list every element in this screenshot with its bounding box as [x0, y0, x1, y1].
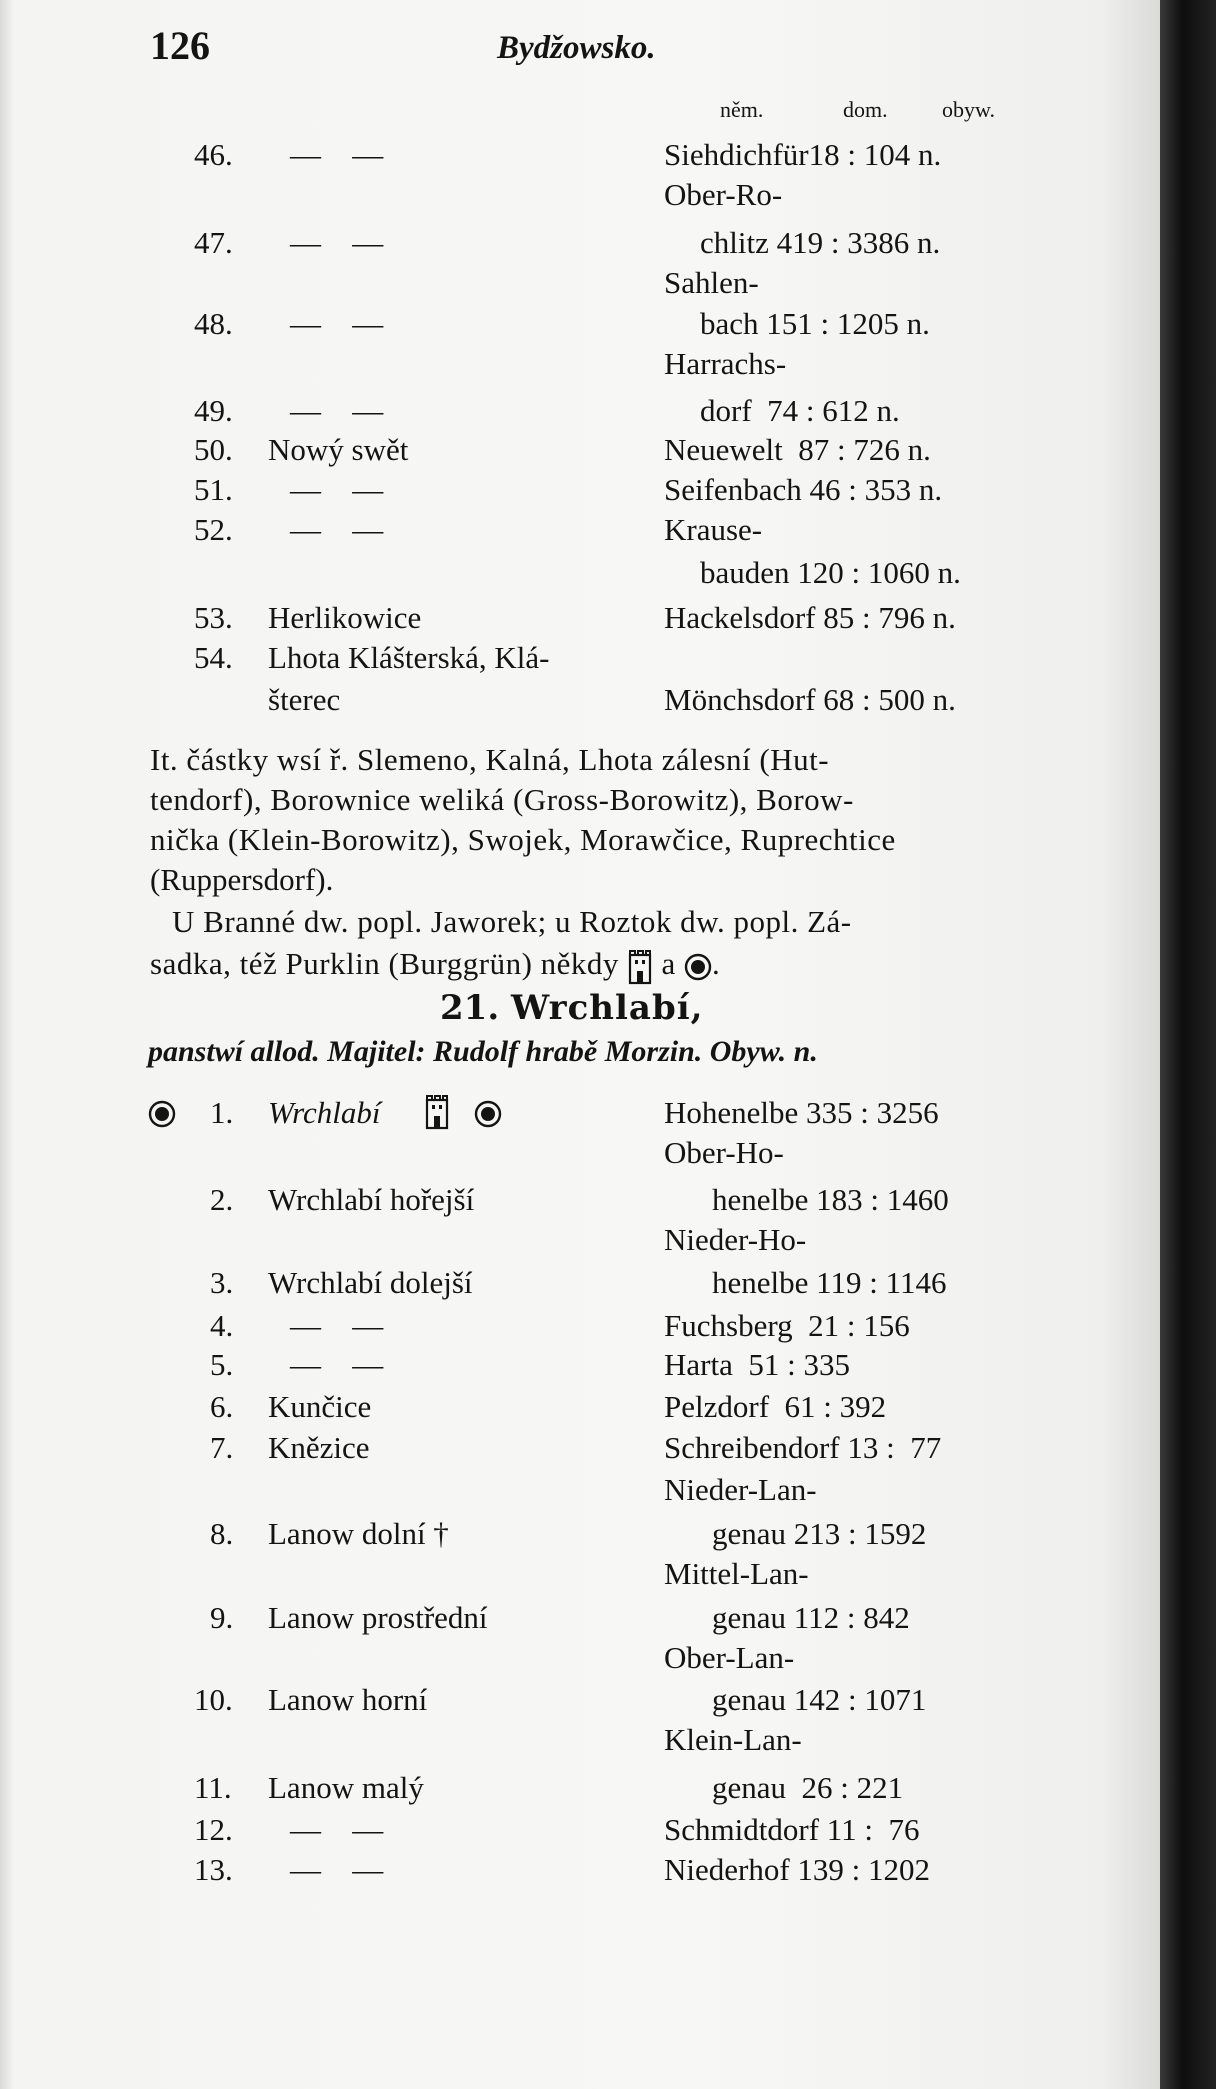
german-entry: genau 213 : 1592 [712, 1516, 927, 1551]
czech-name: Lanow dolní † [268, 1516, 449, 1551]
row-number: 2. [210, 1182, 234, 1217]
german-entry: Ober-Ro- [664, 177, 783, 212]
czech-name: Nowý swět [268, 432, 409, 467]
czech-name: Herlikowice [268, 600, 422, 635]
column-header-inhabitants: obyw. [942, 97, 995, 122]
manor-icon [684, 953, 712, 981]
column-header-german-name: něm. [720, 97, 764, 122]
row-number: 11. [194, 1770, 232, 1805]
czech-name: Lanow malý [268, 1770, 424, 1805]
czech-name: — — [290, 512, 386, 547]
german-entry: Hackelsdorf 85 : 796 n. [664, 600, 956, 635]
german-entry: genau 112 : 842 [712, 1600, 910, 1635]
row-number: 10. [194, 1682, 233, 1717]
czech-name: Wrchlabí hořejší [268, 1182, 475, 1217]
running-title: Bydžowsko. [497, 30, 656, 66]
row-number: 12. [194, 1812, 233, 1847]
row-number: 51. [194, 472, 233, 507]
row-number: 8. [210, 1516, 234, 1551]
czech-name: — — [290, 472, 386, 507]
czech-name: — — [290, 137, 386, 172]
czech-name: — — [290, 225, 386, 260]
czech-name: — — [290, 1812, 386, 1847]
german-entry: Mönchsdorf 68 : 500 n. [664, 682, 956, 717]
czech-name: šterec [268, 682, 341, 717]
row-number: 49. [194, 393, 233, 428]
note-line [150, 946, 720, 985]
german-entry: Krause- [664, 512, 763, 547]
note-line-text: sadka, též Purklin (Burggrün) někdy [150, 946, 619, 981]
row-number: 5. [210, 1347, 234, 1382]
note-line: tendorf), Borownice weliká (Gross-Borowitz), Borow- [150, 782, 854, 817]
german-entry: Siehdichfür18 : 104 n. [664, 137, 942, 172]
czech-name: Lanow prostřední [268, 1600, 488, 1635]
german-entry: Sahlen- [664, 265, 759, 300]
czech-name: — — [290, 1308, 386, 1343]
german-entry: Nieder-Lan- [664, 1472, 817, 1507]
row-number: 6. [210, 1389, 234, 1424]
note-line: (Ruppersdorf). [150, 862, 334, 897]
castle-icon [424, 1094, 450, 1130]
column-header-houses: dom. [843, 97, 888, 122]
german-entry: Pelzdorf 61 : 392 [664, 1389, 887, 1424]
row-number: 48. [194, 306, 233, 341]
row-number: 13. [194, 1852, 233, 1887]
german-entry: Klein-Lan- [664, 1722, 802, 1757]
german-entry: henelbe 183 : 1460 [712, 1182, 949, 1217]
german-entry: Schreibendorf 13 : 77 [664, 1430, 942, 1465]
row-number: 50. [194, 432, 233, 467]
german-entry: Nieder-Ho- [664, 1222, 807, 1257]
row-number: 53. [194, 600, 233, 635]
row-number: 4. [210, 1308, 234, 1343]
row-number: 1. [210, 1095, 234, 1130]
section2-title: Wrchlabí, [511, 988, 704, 1028]
castle-icon [627, 949, 653, 985]
note-line-text: a [661, 946, 676, 981]
row-number: 52. [194, 512, 233, 547]
row-number: 46. [194, 137, 233, 172]
german-entry: genau 26 : 221 [712, 1770, 904, 1805]
czech-name: Wrchlabí [268, 1095, 381, 1130]
german-entry: genau 142 : 1071 [712, 1682, 927, 1717]
german-entry: Hohenelbe 335 : 3256 [664, 1095, 939, 1130]
german-entry: Ober-Ho- [664, 1135, 784, 1170]
czech-name: Wrchlabí dolejší [268, 1265, 473, 1300]
german-entry: dorf 74 : 612 n. [700, 393, 900, 428]
german-entry: bach 151 : 1205 n. [700, 306, 930, 341]
czech-name: Knězice [268, 1430, 370, 1465]
note-line-text: . [711, 946, 721, 981]
czech-name: Lanow horní [268, 1682, 428, 1717]
note-line: It. částky wsí ř. Slemeno, Kalná, Lhota zálesní (Hut- [150, 742, 830, 777]
czech-name: — — [290, 1852, 386, 1887]
section2-number: 21. [440, 988, 500, 1028]
note-line: nička (Klein-Borowitz), Swojek, Morawčice, Ruprechtice [150, 822, 896, 857]
czech-name: — — [290, 306, 386, 341]
german-entry: Niederhof 139 : 1202 [664, 1852, 931, 1887]
row-number: 3. [210, 1265, 234, 1300]
german-entry: bauden 120 : 1060 n. [700, 555, 961, 590]
german-entry: Neuewelt 87 : 726 n. [664, 432, 931, 467]
czech-name: — — [290, 1347, 386, 1382]
row-number: 9. [210, 1600, 234, 1635]
book-spine [1160, 0, 1216, 2089]
german-entry: Schmidtdorf 11 : 76 [664, 1812, 920, 1847]
german-entry: Ober-Lan- [664, 1640, 795, 1675]
note-line: U Branné dw. popl. Jaworek; u Roztok dw. popl. Zá- [172, 904, 852, 939]
czech-name: Kunčice [268, 1389, 372, 1424]
german-entry: Harrachs- [664, 346, 787, 381]
manor-icon [148, 1100, 176, 1128]
row-number: 47. [194, 225, 233, 260]
german-entry: henelbe 119 : 1146 [712, 1265, 947, 1300]
german-entry: Seifenbach 46 : 353 n. [664, 472, 943, 507]
german-entry: Mittel-Lan- [664, 1556, 809, 1591]
section2-subheading: panstwí allod. Majitel: Rudolf hrabě Morzin. Obyw. n. [148, 1035, 818, 1068]
manor-icon [474, 1100, 502, 1128]
row-number: 54. [194, 640, 233, 675]
page-number: 126 [150, 23, 210, 68]
section2-heading [440, 988, 703, 1028]
german-entry: Harta 51 : 335 [664, 1347, 850, 1382]
german-entry: Fuchsberg 21 : 156 [664, 1308, 910, 1343]
german-entry: chlitz 419 : 3386 n. [700, 225, 941, 260]
row-number: 7. [210, 1430, 234, 1465]
czech-name: Lhota Klášterská, Klá- [268, 640, 550, 675]
czech-name: — — [290, 393, 386, 428]
